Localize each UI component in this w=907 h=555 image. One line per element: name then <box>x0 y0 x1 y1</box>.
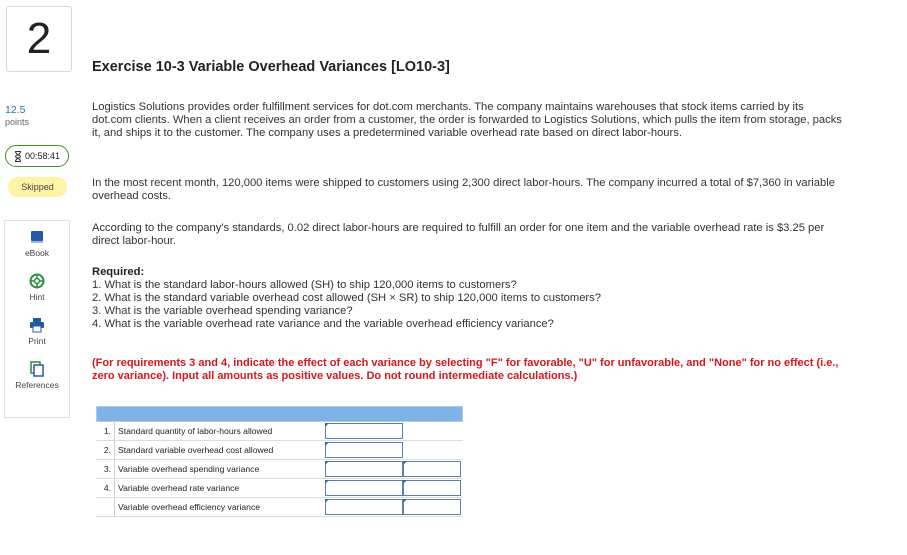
row-label: Standard variable overhead cost allowed <box>114 441 324 459</box>
table-header <box>96 406 463 422</box>
standard-cost-input[interactable] <box>325 442 403 458</box>
required-heading: Required: <box>92 266 145 278</box>
timer <box>5 145 69 167</box>
table-row <box>96 498 463 517</box>
rate-variance-input[interactable] <box>325 480 403 496</box>
status-badge: Skipped <box>8 177 67 197</box>
ebook-label: eBook <box>24 248 50 258</box>
print-label: Print <box>28 336 46 346</box>
row-number: 4. <box>103 483 111 493</box>
rate-variance-effect-select[interactable] <box>403 480 461 496</box>
print-button[interactable] <box>5 309 69 353</box>
instructions: (For requirements 3 and 4, indicate the effect of each variance by selecting "F" for favorable, "U" for unfavorable, and "None" for no effect (i.e., zero variance). Input all amounts as positive values. Do not round intermediate calculations.) <box>92 357 839 382</box>
required-item: 4. What is the variable overhead rate variance and the variable overhead efficiency variance? <box>92 318 554 330</box>
paragraph-month: In the most recent month, 120,000 items were shipped to customers using 2,300 direct labor-hours. The company incurred a total of $7,360 in variable overhead costs. <box>92 177 835 202</box>
efficiency-variance-effect-select[interactable] <box>403 499 461 515</box>
table-row <box>96 441 463 460</box>
hint-icon <box>29 273 45 289</box>
references-label: References <box>15 380 59 390</box>
row-label: Variable overhead efficiency variance <box>114 498 324 516</box>
table-row <box>96 460 463 479</box>
standard-hours-input[interactable] <box>325 423 403 439</box>
references-button[interactable] <box>5 353 69 397</box>
spending-variance-effect-select[interactable] <box>403 461 461 477</box>
row-number: 2. <box>103 445 111 455</box>
required-section <box>92 266 842 331</box>
hint-button[interactable] <box>5 265 69 309</box>
table-row <box>96 422 463 441</box>
tools-panel <box>4 220 70 418</box>
row-label: Variable overhead spending variance <box>114 460 324 478</box>
points-value: 12.5 <box>5 104 26 116</box>
required-item: 3. What is the variable overhead spending variance? <box>92 305 353 317</box>
required-item: 1. What is the standard labor-hours allowed (SH) to ship 120,000 items to customers? <box>92 279 517 291</box>
ebook-icon <box>29 229 45 245</box>
ebook-button[interactable] <box>5 221 69 265</box>
paragraph-intro: Logistics Solutions provides order fulfillment services for dot.com merchants. The company maintains warehouses that stock items carried by its dot.com clients. When a client receives an order from a customer, the order is forwarded to Logistics Solutions, which pulls the item from storage, packs it, and ships it to the customer. The company uses a predetermined variable overhead rate based on direct labor-hours. <box>92 101 842 139</box>
points-box <box>5 104 29 127</box>
row-label: Variable overhead rate variance <box>114 479 324 497</box>
row-label: Standard quantity of labor-hours allowed <box>114 422 324 440</box>
efficiency-variance-input[interactable] <box>325 499 403 515</box>
print-icon <box>29 317 45 333</box>
spending-variance-input[interactable] <box>325 461 403 477</box>
question-number: 2 <box>6 6 72 72</box>
hourglass-icon <box>14 151 22 162</box>
points-label: points <box>5 117 30 127</box>
table-row <box>96 479 463 498</box>
required-item: 2. What is the standard variable overhead cost allowed (SH × SR) to ship 120,000 items to customers? <box>92 292 601 304</box>
paragraph-standards: According to the company's standards, 0.02 direct labor-hours are required to fulfill an order for one item and the variable overhead rate is $3.25 per direct labor-hour. <box>92 222 825 247</box>
hint-label: Hint <box>29 292 45 302</box>
row-number: 1. <box>103 426 111 436</box>
answer-table <box>96 406 463 517</box>
row-number: 3. <box>103 464 111 474</box>
timer-value: 00:58:41 <box>24 151 61 161</box>
references-icon <box>29 361 45 377</box>
exercise-title: Exercise 10-3 Variable Overhead Variances [LO10-3] <box>92 59 450 75</box>
